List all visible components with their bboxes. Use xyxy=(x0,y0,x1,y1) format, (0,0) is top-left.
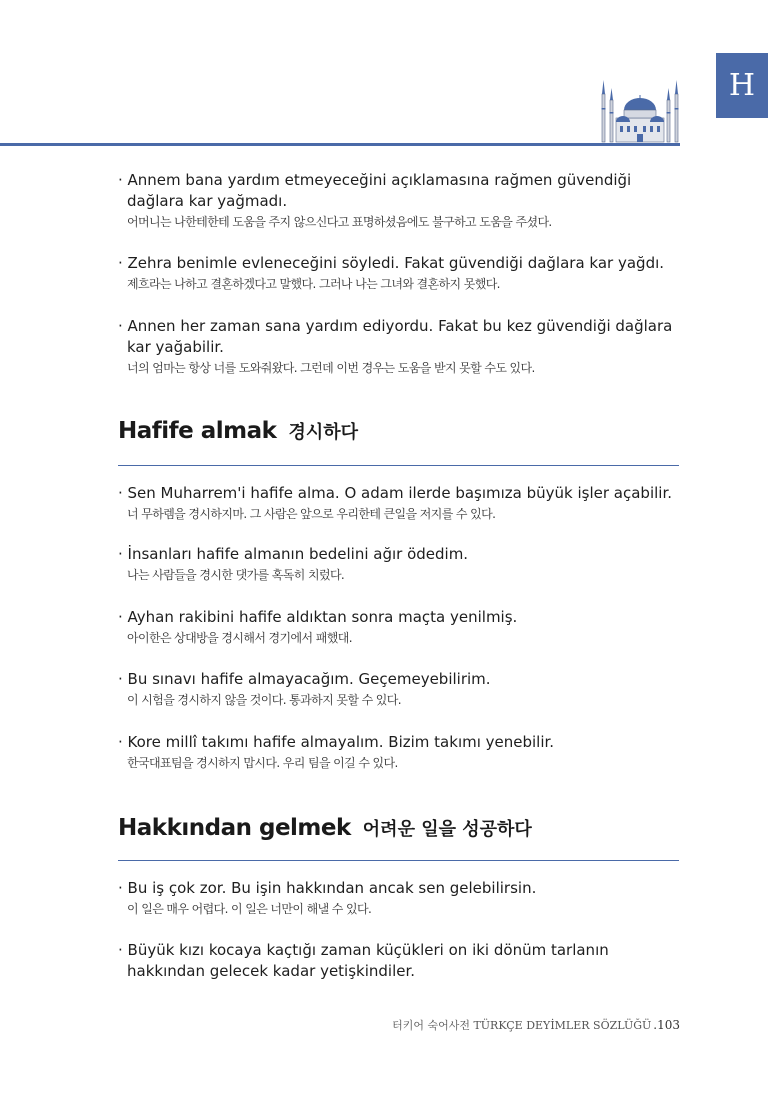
idiom-korean: 어려운 일을 성공하다 xyxy=(362,819,532,840)
turkish-sentence: · Annem bana yardım etmeyeceğini açıklamasına rağmen güvendiği dağlara kar yağmadı. xyxy=(118,171,632,210)
example-entry xyxy=(118,669,678,709)
korean-translation: 한국대표팀을 경시하지 맙시다. 우리 팀을 이길 수 있다. xyxy=(127,756,398,770)
example-entry xyxy=(118,607,678,647)
example-entry xyxy=(118,483,678,523)
korean-translation: 너 무하렘을 경시하지마. 그 사람은 앞으로 우리한테 큰일을 저지를 수 있다. xyxy=(127,507,496,521)
page-number: .103 xyxy=(653,1018,680,1032)
turkish-sentence: · Annen her zaman sana yardım ediyordu. Fakat bu kez güvendiği dağlara kar yağabilir. xyxy=(118,317,673,356)
book-title: 터키어 숙어사전 TÜRKÇE DEYİMLER SÖZLÜĞÜ xyxy=(392,1019,652,1032)
idiom-turkish: Hafife almak xyxy=(118,418,277,444)
example-entry xyxy=(118,544,678,584)
chapter-letter: H xyxy=(728,68,756,103)
korean-translation: 어머니는 나한테한테 도움을 주지 않으신다고 표명하셨음에도 불구하고 도움을 주셨다. xyxy=(127,215,552,229)
mosque-illustration-icon xyxy=(598,78,682,144)
korean-translation: 제흐라는 나하고 결혼하겠다고 말했다. 그러나 나는 그녀와 결혼하지 못했다. xyxy=(127,277,500,291)
example-entry xyxy=(118,316,678,377)
idiom-turkish: Hakkından gelmek xyxy=(118,815,351,841)
section-rule xyxy=(118,860,679,861)
idiom-korean: 경시하다 xyxy=(288,422,359,443)
page-footer xyxy=(392,1017,680,1033)
turkish-sentence: · Bu sınavı hafife almayacağım. Geçemeyebilirim. xyxy=(118,670,491,688)
turkish-sentence: · Sen Muharrem'i hafife alma. O adam ilerde başımıza büyük işler açabilir. xyxy=(118,484,673,502)
idiom-heading xyxy=(118,418,358,444)
korean-translation: 너의 엄마는 항상 너를 도와줘왔다. 그런데 이번 경우는 도움을 받지 못할 수도 있다. xyxy=(127,361,535,375)
example-entry xyxy=(118,170,678,231)
turkish-sentence: · Büyük kızı kocaya kaçtığı zaman küçükleri on iki dönüm tarlanın hakkından gelecek kadar yetişkindiler. xyxy=(118,941,609,980)
korean-translation: 아이한은 상대방을 경시해서 경기에서 패했대. xyxy=(127,631,352,645)
turkish-sentence: · Kore millî takımı hafife almayalım. Bizim takımı yenebilir. xyxy=(118,733,555,751)
example-entry xyxy=(118,253,678,293)
turkish-sentence: · Zehra benimle evleneceğini söyledi. Fakat güvendiği dağlara kar yağdı. xyxy=(118,254,665,272)
turkish-sentence: · İnsanları hafife almanın bedelini ağır ödedim. xyxy=(118,545,469,563)
korean-translation: 이 일은 매우 어렵다. 이 일은 너만이 해낼 수 있다. xyxy=(127,902,372,916)
chapter-tab xyxy=(716,53,768,118)
korean-translation: 나는 사람들을 경시한 댓가를 혹독히 치렀다. xyxy=(127,568,345,582)
example-entry xyxy=(118,878,678,918)
section-rule xyxy=(118,465,679,466)
header-rule xyxy=(0,143,680,146)
example-entry xyxy=(118,732,678,772)
example-entry xyxy=(118,940,678,982)
idiom-heading xyxy=(118,815,532,841)
korean-translation: 이 시험을 경시하지 않을 것이다. 통과하지 못할 수 있다. xyxy=(127,693,401,707)
turkish-sentence: · Ayhan rakibini hafife aldıktan sonra maçta yenilmiş. xyxy=(118,608,518,626)
turkish-sentence: · Bu iş çok zor. Bu işin hakkından ancak sen gelebilirsin. xyxy=(118,879,537,897)
